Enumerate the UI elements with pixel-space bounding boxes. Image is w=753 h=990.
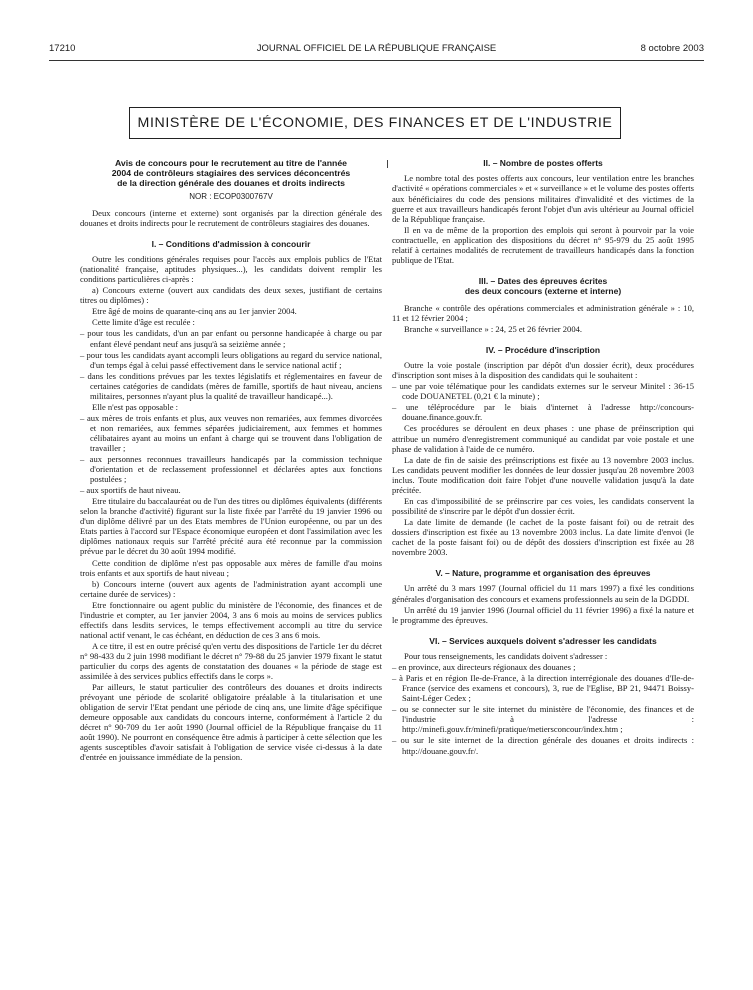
paragraph: Il en va de même de la proportion des emplois qui seront à pourvoir par la voie contractuelle, en application des dispositions du décret n° 95-979 du 25 août 1995 relatif à certaines modalités de recrutement de travailleurs handicapés dans la fonction publique de l'Etat. <box>392 224 694 265</box>
paragraph: Outre les conditions générales requises pour l'accès aux emplois publics de l'Etat (nationalité française, aptitudes physiques...), les candidats doivent remplir les conditions particulières ci-après : <box>80 254 382 285</box>
paragraph: Un arrêté du 19 janvier 1996 (Journal officiel du 11 février 1996) a fixé la nature et le programme des épreuves. <box>392 604 694 625</box>
notice-title-line-3: de la direction générale des douanes et droits indirects <box>117 178 345 189</box>
section-heading-3: III. – Dates des épreuves écrites <box>478 275 608 286</box>
ministry-banner <box>129 107 621 139</box>
paragraph: Cette limite d'âge est reculée : <box>92 317 195 328</box>
paragraph: Outre la voie postale (inscription par dépôt d'un dossier écrit), deux procédures d'inscription sont mises à la disposition des candidats qui le souhaitent : <box>392 360 694 381</box>
page-number: 17210 <box>49 43 76 54</box>
section-heading-1: I. – Conditions d'admission à concourir <box>151 238 311 249</box>
right-column <box>392 158 694 757</box>
list-item: – aux sportifs de haut niveau. <box>80 485 181 496</box>
list-item: – à Paris et en région Ile-de-France, à la direction interrégionale des douanes d'Ile-de-France (service des examens et concours), 3, rue de l'Eglise, BP 21, 94471 Boissy-Saint-Léger Cedex ; <box>392 673 694 704</box>
paragraph: Par ailleurs, le statut particulier des contrôleurs des douanes et droits indirects prévoyant une période de scolarité obligatoire préalable à la titularisation et une obligation de servir l'Etat pendant une période de cinq ans, une limite d'âge spécifique demeure opposable aux candidats du concours interne, conformément à l'article 2 du décret n° 90-709 du 1er août 1990 (Journal officiel de la République française du 11 août 1990). Ne pourront en conséquence être admis à participer à cette sélection que les agents susceptibles d'avoir satisfait à l'obligation de service visée ci-dessus à la date d'entrée en jouissance immédiate de la pension. <box>80 682 382 763</box>
paragraph: Etre fonctionnaire ou agent public du ministère de l'économie, des finances et de l'industrie et compter, au 1er janvier 2004, 3 ans 6 mois au moins de services publics effectifs dans lesdits services, le temps effectivement accompli au titre du service national actif venant, le cas échéant, en déduction de ces 3 ans 6 mois. <box>80 599 382 640</box>
paragraph: Cette condition de diplôme n'est pas opposable aux mères de famille d'au moins trois enfants et aux sportifs de haut niveau ; <box>80 557 382 578</box>
section-heading-5: V. – Nature, programme et organisation des épreuves <box>435 568 651 579</box>
notice-title-line-1: Avis de concours pour le recrutement au titre de l'année <box>114 158 348 168</box>
list-item: – pour tous les candidats ayant accompli leurs obligations au regard du service national, d'un temps égal à celui passé effectivement dans le service national actif ; <box>80 349 382 370</box>
page-header <box>49 43 704 57</box>
section-heading-4: IV. – Procédure d'inscription <box>485 344 601 355</box>
notice-title-line-2: 2004 de contrôleurs stagiaires des services déconcentrés <box>111 168 351 179</box>
list-item: – ou sur le site internet de la direction générale des douanes et droits indirects : http://douane.gouv.fr/. <box>392 735 694 756</box>
paragraph: a) Concours externe (ouvert aux candidats des deux sexes, justifiant de certains titres ou diplômes) : <box>80 285 382 306</box>
paragraph: Etre âgé de moins de quarante-cinq ans au 1er janvier 2004. <box>92 306 297 317</box>
section-heading-3-line-2: des deux concours (externe et interne) <box>464 286 622 297</box>
header-rule <box>49 60 704 61</box>
paragraph: A ce titre, il est en outre précisé qu'en vertu des dispositions de l'article 1er du décret n° 98-433 du 2 juin 1998 modifiant le décret n° 79-88 du 25 janvier 1979 fixant le statut particulier du corps des agents de constatation des douanes « la période de stage est assimilée à des services publics effectifs dans le corps ». <box>80 640 382 682</box>
list-item: – aux personnes reconnues travailleurs handicapés par la commission technique d'orientation et de reclassement professionnel et déclarées aptes aux fonctions postulées ; <box>80 454 382 485</box>
intro-paragraph: Deux concours (interne et externe) sont organisés par la direction générale des douanes et droits indirects pour le recrutement de contrôleurs stagiaires des douanes. <box>80 207 382 228</box>
paragraph: b) Concours interne (ouvert aux agents de l'administration ayant accompli une certaine durée de services) : <box>80 578 382 599</box>
paragraph: En cas d'impossibilité de se préinscrire par ces voies, les candidats conservent la possibilité de s'inscrire par le dépôt d'un dossier écrit. <box>392 495 694 516</box>
paragraph: Pour tous renseignements, les candidats doivent s'adresser : <box>404 651 608 662</box>
paragraph: Branche « contrôle des opérations commerciales et administration générale » : 10, 11 et 12 février 2004 ; <box>392 302 694 323</box>
issue-date: 8 octobre 2003 <box>640 43 704 54</box>
list-item: – aux mères de trois enfants et plus, aux veuves non remariées, aux femmes divorcées et non remariées, aux femmes séparées judiciairement, aux femmes et hommes célibataires ayant au moins un enfant à charge qui se trouvent dans l'obligation de travailler ; <box>80 412 382 453</box>
list-item: – en province, aux directeurs régionaux des douanes ; <box>392 662 576 673</box>
section-heading-2: II. – Nombre de postes offerts <box>483 158 603 168</box>
list-item: – une téléprocédure par le biais d'internet à l'adresse http://concours-douane.finance.gouv.fr. <box>392 402 694 423</box>
paragraph: Branche « surveillance » : 24, 25 et 26 février 2004. <box>404 323 583 334</box>
left-column <box>80 158 382 763</box>
nor-reference: NOR : ECOP0300767V <box>189 191 273 201</box>
section-heading-6: VI. – Services auxquels doivent s'adresser les candidats <box>429 635 657 646</box>
journal-title: JOURNAL OFFICIEL DE LA RÉPUBLIQUE FRANÇAISE <box>256 43 497 54</box>
list-item: – une par voie télématique pour les candidats externes sur le serveur Minitel : 36-15 code DOUANETEL (0,21 € la minute) ; <box>392 381 694 402</box>
list-item: – dans les conditions prévues par les textes législatifs et réglementaires en faveur de certaines catégories de candidats (mères de famille, sportifs de haut niveau, anciens militaires, personnes n'ayant plus la qualité de travailleur handicapé...). <box>80 370 382 401</box>
paragraph: Ces procédures se déroulent en deux phases : une phase de préinscription qui attribue un numéro d'enregistrement communiqué au candidat par voie postale et une phase de validation à l'aide de ce numéro. <box>392 423 694 454</box>
paragraph: La date de fin de saisie des préinscriptions est fixée au 13 novembre 2003 inclus. Les candidats peuvent modifier les données de leur dossier jusqu'au 28 novembre 2003 inclus. Toute modification doit faire l'objet d'une nouvelle validation jusqu'à la date précitée. <box>392 454 694 495</box>
paragraph: Le nombre total des postes offerts aux concours, leur ventilation entre les branches d'activité « opérations commerciales » et « surveillance » et le volume des postes offerts aux bénéficiaires du code des pensions militaires d'invalidité et des victimes de la guerre et aux travailleurs handicapés feront l'objet d'un avis ultérieur au Journal officiel de la République française. <box>392 173 694 224</box>
paragraph: Etre titulaire du baccalauréat ou de l'un des titres ou diplômes équivalents (différents selon la branche d'activité) figurant sur la liste fixée par l'arrêté du 19 janvier 1996 ou d'un diplôme délivré par un des Etats membres de l'Union européenne, ou par un des Etats parties à l'accord sur l'Espace économique européen et dont l'assimilation avec les diplômes nationaux requis sur l'arrêté précité aura été reconnue par la commission prévue par le décret du 30 août 1994 modifié. <box>80 496 382 557</box>
paragraph: Un arrêté du 3 mars 1997 (Journal officiel du 11 mars 1997) a fixé les conditions générales d'organisation des concours et examens professionnels au sein de la DGDDI. <box>392 583 694 604</box>
column-divider <box>387 160 388 168</box>
list-item: – pour tous les candidats, d'un an par enfant ou personne handicapée à charge ou par enfant élevé pendant neuf ans jusqu'à sa seizième année ; <box>80 328 382 349</box>
paragraph: La date limite de demande (le cachet de la poste faisant foi) ou de retrait des dossiers d'inscription est fixée au 13 novembre 2003 inclus. La date limite d'envoi (le cachet de la poste faisant foi) ou de dépôt des dossiers d'inscription est fixée au 28 novembre 2003. <box>392 516 694 558</box>
paragraph: Elle n'est pas opposable : <box>92 401 179 412</box>
ministry-title: MINISTÈRE DE L'ÉCONOMIE, DES FINANCES ET DE L'INDUSTRIE <box>137 115 613 131</box>
list-item: – ou se connecter sur le site internet du ministère de l'économie, des finances et de l'industrie à l'adresse : http://minefi.gouv.fr/minefi/pratique/metiersconcour/index.htm ; <box>392 704 694 735</box>
